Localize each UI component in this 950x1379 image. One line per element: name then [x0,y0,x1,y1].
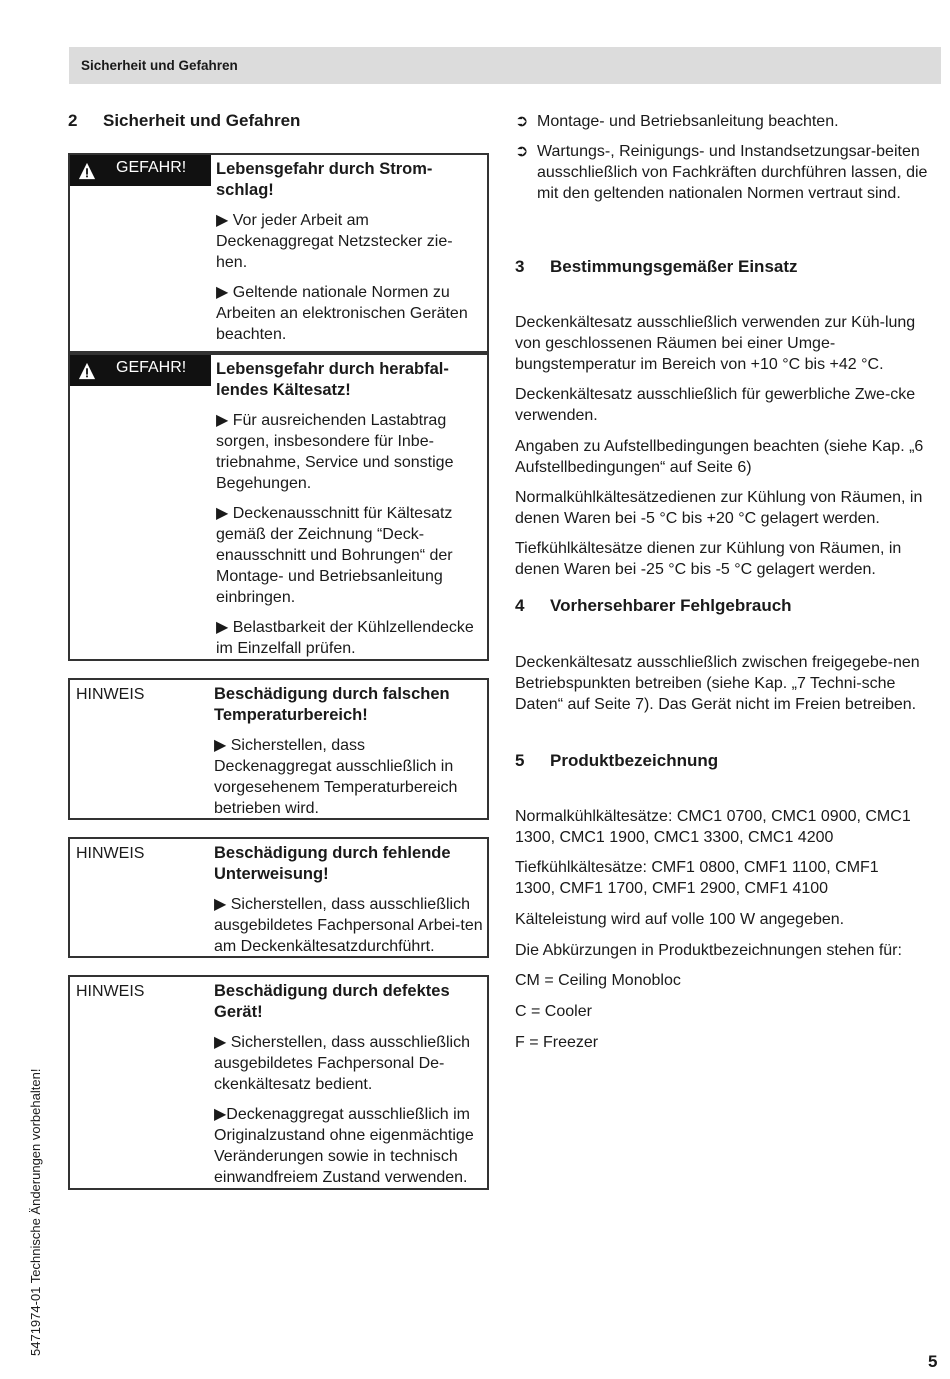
notice-label: HINWEIS [76,983,145,1000]
section-number: 2 [68,111,78,130]
warning-icon [78,362,96,380]
paragraph: CM = Ceiling Monobloc [515,972,681,989]
paragraph: Deckenkältesatz ausschließlich zwischen freigegebe-nen Betriebspunkten betreiben (siehe Kap. „7 Techni-sche Daten“ auf Seite 7). Das Gerät nicht im Freien betreiben. [515,654,920,713]
danger-tag [70,155,211,186]
instruction-item: ▶ Belastbarkeit der Kühlzellendecke im Einzelfall prüfen. [216,619,474,657]
page-number: 5 [928,1352,938,1371]
instruction-text: Wartungs-, Reinigungs- und Instandsetzungsar-beiten ausschließlich von Fachkräften durchführen lassen, die mit den geltenden nationalen Normen vertraut sind. [537,143,928,202]
box-title: Beschädigung durch defektes Gerät! [214,982,450,1021]
instruction-text: Montage- und Betriebsanleitung beachten. [537,113,839,130]
side-document-number: 5471974-01 Technische Änderungen vorbehalten! [28,1068,43,1356]
danger-label: GEFAHR! [116,159,187,176]
paragraph: C = Cooler [515,1003,592,1020]
paragraph: Deckenkältesatz ausschließlich verwenden zur Küh-lung von geschlossenen Räumen bei einer Umge-bungstemperatur im Bereich von +10 °C bis +42 °C. [515,314,916,373]
notice-box-training [68,837,489,958]
notice-box-temperature [68,678,489,820]
danger-label: GEFAHR! [116,359,187,376]
section-4-heading [515,596,792,616]
instruction-item: ▶Deckenaggregat ausschließlich im Originalzustand ohne eigenmächtige Veränderungen sowie in technisch einwandfreiem Zustand verwenden. [214,1106,474,1186]
paragraph: Kälteleistung wird auf volle 100 W angegeben. [515,911,845,928]
paragraph: Angaben zu Aufstellbedingungen beachten (siehe Kap. „6 Aufstellbedingungen“ auf Seite 6) [515,438,924,476]
header-bar [69,47,941,84]
paragraph: Deckenkältesatz ausschließlich für gewerbliche Zwe-cke verwenden. [515,386,916,424]
instruction-arrow-item [515,141,940,204]
section-title: Produktbezeichnung [550,751,719,770]
section-number: 3 [515,257,525,276]
instruction-item: ▶ Sicherstellen, dass Deckenaggregat ausschließlich in vorgesehenem Temperaturbereich betrieben wird. [214,737,458,817]
instruction-item: ▶ Vor jeder Arbeit am Deckenaggregat Netzstecker zie-hen. [216,212,453,271]
paragraph: Tiefkühlkältesätze: CMF1 0800, CMF1 1100, CMF1 1300, CMF1 1700, CMF1 2900, CMF1 4100 [515,859,879,897]
danger-box-electric-shock [68,153,489,353]
instruction-item: ▶ Deckenausschnitt für Kältesatz gemäß der Zeichnung “Deck-enausschnitt und Bohrungen“ der Montage- und Betriebsanleitung einbringen. [216,505,453,606]
instruction-arrow-item [515,111,940,132]
box-title: Lebensgefahr durch herabfal-lendes Kältesatz! [216,360,449,399]
notice-box-defective [68,975,489,1190]
section-title: Bestimmungsgemäßer Einsatz [550,257,798,276]
paragraph: Die Abkürzungen in Produktbezeichnungen stehen für: [515,942,902,959]
arrow-right-icon: ➲ [515,143,529,160]
header-title: Sicherheit und Gefahren [81,58,238,73]
paragraph: Normalkühlkältesätze: CMC1 0700, CMC1 0900, CMC1 1300, CMC1 1900, CMC1 3300, CMC1 4200 [515,808,911,846]
instruction-item: ▶ Für ausreichenden Lastabtrag sorgen, insbesondere für Inbe-triebnahme, Service und sonstige Begehungen. [216,412,454,492]
paragraph: F = Freezer [515,1034,599,1051]
warning-icon [78,162,96,180]
danger-tag [70,355,211,386]
notice-label: HINWEIS [76,686,145,703]
section-3-heading [515,257,798,277]
section-2-heading [68,111,300,131]
section-number: 5 [515,751,525,770]
box-title: Beschädigung durch falschen Temperaturbereich! [214,685,450,724]
section-title: Vorhersehbarer Fehlgebrauch [550,596,792,615]
box-title: Beschädigung durch fehlende Unterweisung! [214,844,451,883]
section-5-heading [515,751,718,771]
paragraph: Normalkühlkältesätzedienen zur Kühlung von Räumen, in denen Waren bei -5 °C bis +20 °C gelagert werden. [515,489,923,527]
instruction-item: ▶ Geltende nationale Normen zu Arbeiten an elektronischen Geräten beachten. [216,284,468,343]
notice-label: HINWEIS [76,845,145,862]
section-title: Sicherheit und Gefahren [103,111,301,130]
instruction-item: ▶ Sicherstellen, dass ausschließlich ausgebildetes Fachpersonal Arbei-ten am Deckenkältesatzdurchführt. [214,896,483,955]
box-title: Lebensgefahr durch Strom-schlag! [216,160,433,199]
arrow-right-icon: ➲ [515,113,529,130]
instruction-item: ▶ Sicherstellen, dass ausschließlich ausgebildetes Fachpersonal De-ckenkältesatz bedient. [214,1034,470,1093]
danger-box-falling-unit [68,353,489,661]
section-number: 4 [515,596,525,615]
paragraph: Tiefkühlkältesätze dienen zur Kühlung von Räumen, in denen Waren bei -25 °C bis -5 °C gelagert werden. [515,540,902,578]
